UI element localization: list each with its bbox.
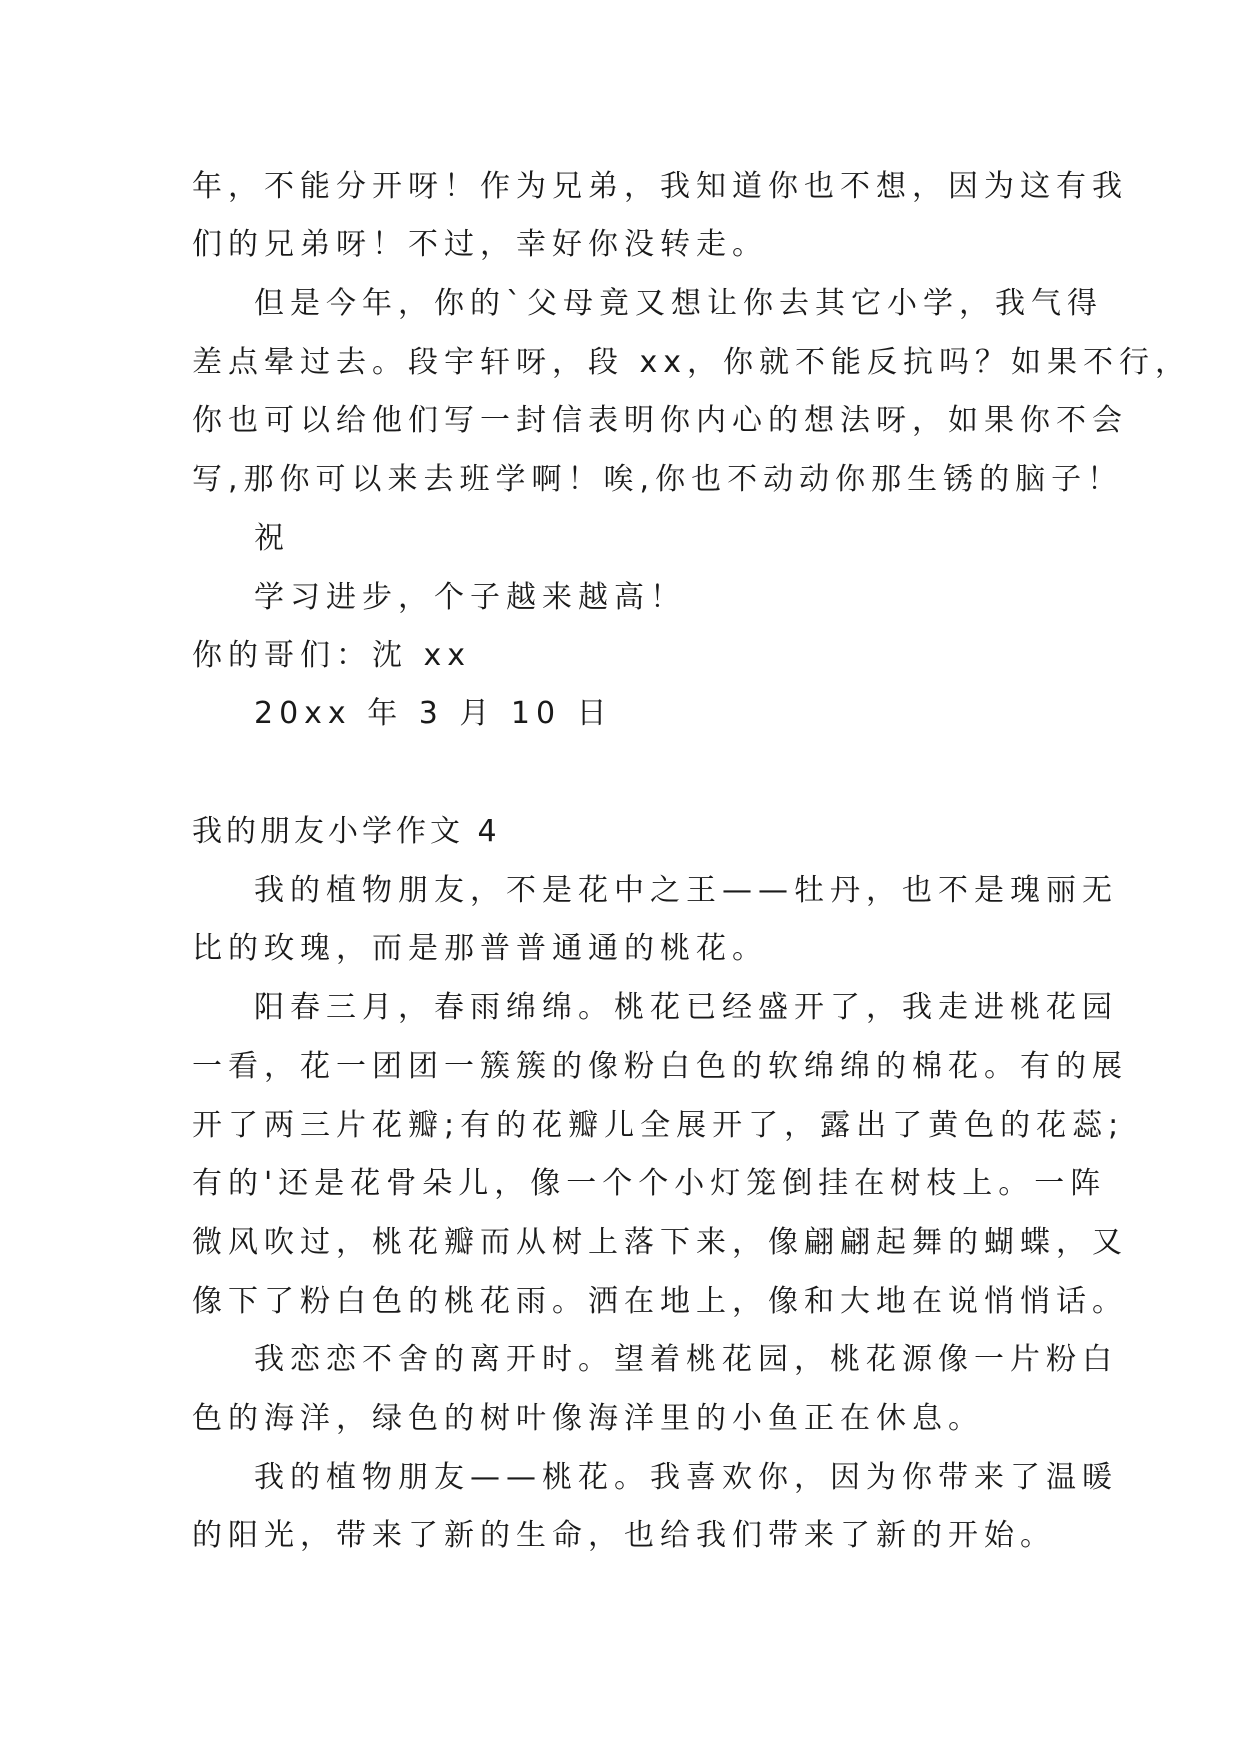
letter-paragraph-start: 但是今年，你的`父母竟又想让你去其它小学，我气得	[254, 286, 1103, 321]
letter-closing-zhu: 祝	[254, 521, 290, 556]
essay-line-6: 有的'还是花骨朵儿，像一个个小灯笼倒挂在树枝上。一阵	[192, 1166, 1107, 1201]
essay-line-5: 开了两三片花瓣;有的花瓣儿全展开了，露出了黄色的花蕊;	[192, 1108, 1125, 1143]
letter-date: 20xx 年 3 月 10 日	[254, 696, 613, 731]
essay-line-11: 我的植物朋友——桃花。我喜欢你，因为你带来了温暖	[254, 1460, 1118, 1495]
letter-line-2: 们的兄弟呀！不过，幸好你没转走。	[192, 227, 768, 262]
essay-line-9: 我恋恋不舍的离开时。望着桃花园，桃花源像一片粉白	[254, 1342, 1118, 1377]
essay-line-2: 比的玫瑰，而是那普普通通的桃花。	[192, 931, 768, 966]
essay-line-7: 微风吹过，桃花瓣而从树上落下来，像翩翩起舞的蝴蝶，又	[192, 1225, 1128, 1260]
letter-line-1: 年，不能分开呀！作为兄弟，我知道你也不想，因为这有我	[192, 169, 1128, 204]
letter-closing-wish: 学习进步，个子越来越高！	[254, 580, 686, 615]
letter-line-5: 你也可以给他们写一封信表明你内心的想法呀，如果你不会	[192, 403, 1128, 438]
essay-line-8: 像下了粉白色的桃花雨。洒在地上，像和大地在说悄悄话。	[192, 1284, 1128, 1319]
essay-title: 我的朋友小学作文 4	[192, 814, 501, 849]
letter-line-6: 写,那你可以来去班学啊！唉,你也不动动你那生锈的脑子！	[192, 462, 1124, 497]
letter-line-4: 差点晕过去。段宇轩呀，段 xx，你就不能反抗吗？如果不行，	[192, 345, 1192, 380]
essay-line-1: 我的植物朋友，不是花中之王——牡丹，也不是瑰丽无	[254, 873, 1118, 908]
letter-signature: 你的哥们：沈 xx	[192, 638, 472, 673]
essay-line-10: 色的海洋，绿色的树叶像海洋里的小鱼正在休息。	[192, 1401, 984, 1436]
essay-line-4: 一看，花一团团一簇簇的像粉白色的软绵绵的棉花。有的展	[192, 1049, 1128, 1084]
essay-line-12: 的阳光，带来了新的生命，也给我们带来了新的开始。	[192, 1518, 1056, 1553]
essay-line-3: 阳春三月，春雨绵绵。桃花已经盛开了，我走进桃花园	[254, 990, 1118, 1025]
